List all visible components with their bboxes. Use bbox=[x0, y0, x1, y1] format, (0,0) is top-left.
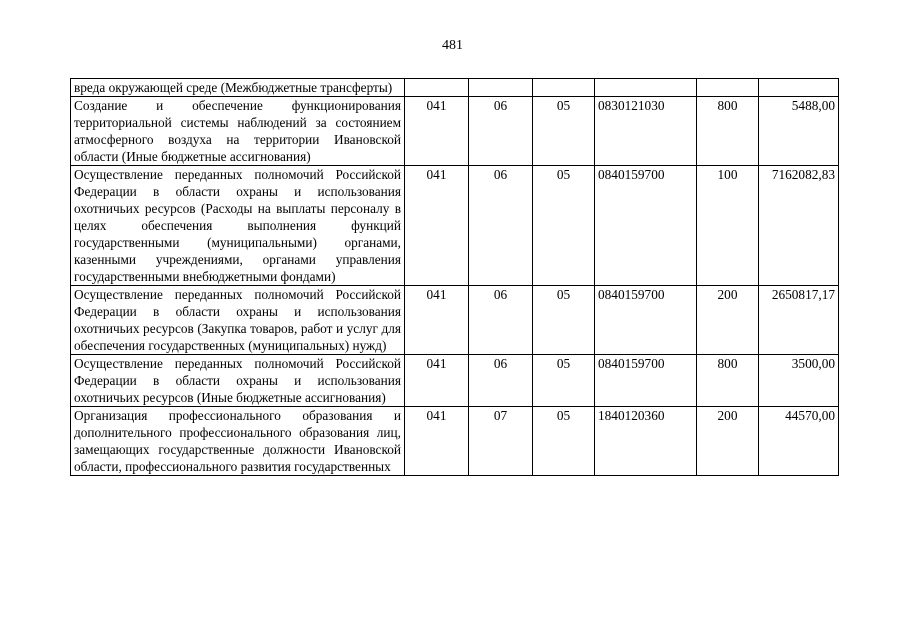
section-code bbox=[469, 79, 533, 97]
target-article-code: 0840159700 bbox=[595, 166, 697, 286]
target-article-code bbox=[595, 79, 697, 97]
row-description: Осуществление переданных полномочий Российской Федерации в области охраны и использования охотничьих ресурсов (Иные бюджетные ассигнования) bbox=[71, 355, 405, 407]
admin-code: 041 bbox=[405, 407, 469, 476]
target-article-code: 0840159700 bbox=[595, 286, 697, 355]
target-article-code: 1840120360 bbox=[595, 407, 697, 476]
table-row bbox=[71, 166, 839, 286]
amount-value: 44570,00 bbox=[759, 407, 839, 476]
amount-value bbox=[759, 79, 839, 97]
table-row bbox=[71, 355, 839, 407]
budget-table bbox=[70, 78, 839, 476]
table-row bbox=[71, 97, 839, 166]
expense-type-code: 100 bbox=[697, 166, 759, 286]
table-row bbox=[71, 286, 839, 355]
table-row bbox=[71, 79, 839, 97]
section-code: 07 bbox=[469, 407, 533, 476]
subsection-code bbox=[533, 79, 595, 97]
subsection-code: 05 bbox=[533, 97, 595, 166]
target-article-code: 0830121030 bbox=[595, 97, 697, 166]
section-code: 06 bbox=[469, 166, 533, 286]
subsection-code: 05 bbox=[533, 286, 595, 355]
section-code: 06 bbox=[469, 355, 533, 407]
expense-type-code: 800 bbox=[697, 355, 759, 407]
admin-code: 041 bbox=[405, 97, 469, 166]
row-description: Создание и обеспечение функционирования территориальной системы наблюдений за состоянием атмосферного воздуха на территории Ивановской области (Иные бюджетные ассигнования) bbox=[71, 97, 405, 166]
amount-value: 2650817,17 bbox=[759, 286, 839, 355]
admin-code: 041 bbox=[405, 166, 469, 286]
expense-type-code: 200 bbox=[697, 286, 759, 355]
expense-type-code bbox=[697, 79, 759, 97]
expense-type-code: 200 bbox=[697, 407, 759, 476]
section-code: 06 bbox=[469, 286, 533, 355]
table-row bbox=[71, 407, 839, 476]
target-article-code: 0840159700 bbox=[595, 355, 697, 407]
admin-code: 041 bbox=[405, 355, 469, 407]
section-code: 06 bbox=[469, 97, 533, 166]
admin-code bbox=[405, 79, 469, 97]
subsection-code: 05 bbox=[533, 166, 595, 286]
subsection-code: 05 bbox=[533, 407, 595, 476]
amount-value: 7162082,83 bbox=[759, 166, 839, 286]
row-description: Осуществление переданных полномочий Российской Федерации в области охраны и использования охотничьих ресурсов (Закупка товаров, работ и услуг для обеспечения государственных (муниципальных) нужд) bbox=[71, 286, 405, 355]
amount-value: 5488,00 bbox=[759, 97, 839, 166]
amount-value: 3500,00 bbox=[759, 355, 839, 407]
subsection-code: 05 bbox=[533, 355, 595, 407]
row-description: Осуществление переданных полномочий Российской Федерации в области охраны и использования охотничьих ресурсов (Расходы на выплаты персоналу в целях обеспечения выполнения функций государственными (муниципальными) органами, казенными учреждениями, органами управления государственными внебюджетными фондами) bbox=[71, 166, 405, 286]
expense-type-code: 800 bbox=[697, 97, 759, 166]
row-description: Организация профессионального образования и дополнительного профессионального образования лиц, замещающих государственные должности Ивановской области, профессионального развития государственных bbox=[71, 407, 405, 476]
row-description: вреда окружающей среде (Межбюджетные трансферты) bbox=[71, 79, 405, 97]
page-number: 481 bbox=[442, 38, 463, 53]
admin-code: 041 bbox=[405, 286, 469, 355]
